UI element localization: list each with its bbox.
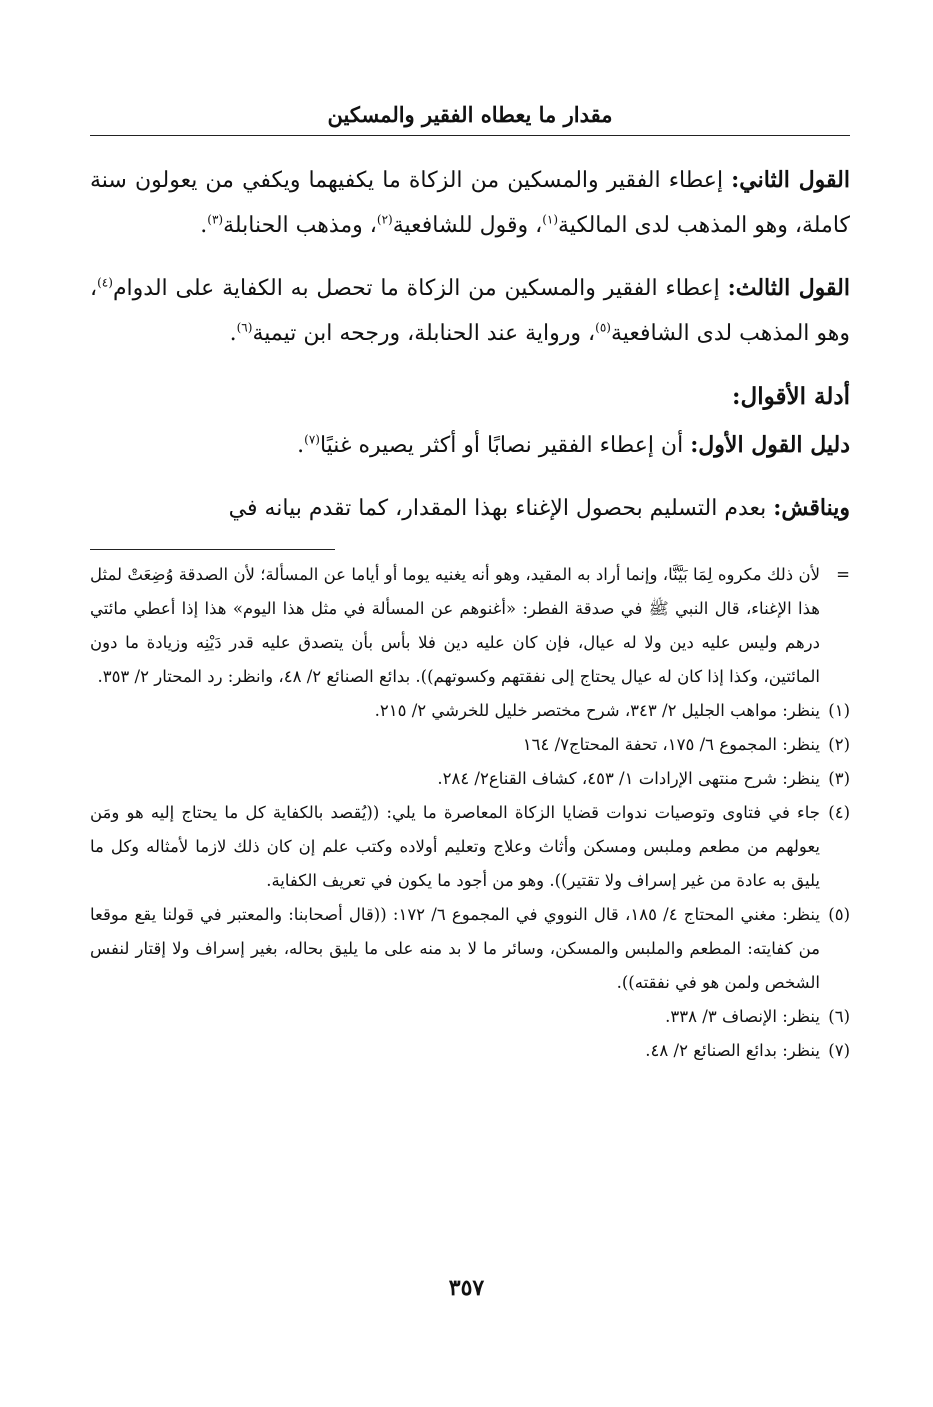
page-number: ٣٥٧ (448, 1275, 485, 1301)
footnote-number: (٣) (828, 769, 850, 788)
first-evidence-text: أن إعطاء الفقير نصابًا أو أكثر يصيره غنيًا (319, 433, 691, 458)
footnote-6 (90, 1000, 850, 1034)
running-head: مقدار ما يعطاه الفقير والمسكين (90, 101, 850, 136)
footnotes (90, 558, 850, 1068)
footnote-3 (90, 762, 850, 796)
footnote-number: (٥) (828, 905, 850, 924)
footnote-continuation-text: لأن ذلك مكروه لِمَا بَيَّنَّا، وإنما أراد به المقيد، وهو أنه يغنيه يوما أو أياما عن المسألة؛ لأن الصدقة وُضِعَتْ لمثل هذا الإغناء، قال النبي ﷺ في صدقة الفطر: «أغنوهم عن المسألة في مثل هذا اليوم» هذا إذا أعطي مائتي درهم وليس عليه دين ولا له عيال، فإن كان عليه دين فلا بأس بأن يتصدق عليه قدر دَيْنِه وزيادة ما دون المائتين، وكذا إذا كان له عيال يحتاج إلى نفقتهم وكسوتهم)). بدائع الصنائع ٢/ ٤٨، وانظر: رد المحتار ٢/ ٣٥٣. (90, 565, 820, 686)
main-text (90, 158, 850, 531)
second-opinion-label: القول الثاني: (731, 167, 850, 193)
footnote-number: (٤) (828, 803, 850, 822)
footnote-number: (٦) (828, 1007, 850, 1026)
continuation-mark: = (836, 565, 850, 584)
footnote-ref-5[interactable]: (٥) (595, 320, 611, 335)
footnote-text: ينظر: مغني المحتاج ٤/ ١٨٥، قال النووي في المجموع ٦/ ١٧٢: ((قال أصحابنا: والمعتبر في قولنا يقع موقعا من كفايته: المطعم والملبس والمسكن، وسائر ما لا بد منه على ما يليق بحاله، بغير إسراف ولا إقتار لنفس الشخص ولمن هو في نفقته)). (90, 905, 820, 992)
footnote-1 (90, 694, 850, 728)
footnote-ref-7[interactable]: (٧) (304, 432, 320, 447)
footnote-text: ينظر: الإنصاف ٣/ ٣٣٨. (665, 1007, 820, 1026)
page (90, 95, 850, 1068)
footnote-text: ينظر: بدائع الصنائع ٢/ ٤٨. (645, 1041, 820, 1060)
first-evidence-end: . (297, 433, 305, 458)
discussion-label: ويناقش: (773, 495, 850, 521)
footnote-ref-4[interactable]: (٤) (97, 275, 113, 290)
discussion-text: بعدم التسليم بحصول الإغناء بهذا المقدار، كما تقدم بيانه في (228, 496, 774, 521)
third-opinion-text-a: إعطاء الفقير والمسكين من الزكاة ما تحصل به الكفاية على الدوام (112, 276, 728, 301)
footnote-number: (١) (828, 701, 850, 720)
footnote-text: ينظر: المجموع ٦/ ١٧٥، تحفة المحتاج٧/ ١٦٤ (522, 735, 820, 754)
third-opinion-end: . (229, 321, 237, 346)
first-evidence-label: دليل القول الأول: (690, 432, 850, 458)
second-opinion-text-a: إعطاء الفقير والمسكين من الزكاة ما يكفيهما ويكفي من يعولون سنة كاملة، وهو المذهب لدى المالكية (90, 168, 850, 238)
footnote-2 (90, 728, 850, 762)
footnote-separator (90, 549, 335, 550)
third-opinion-text-b: ، وهو المذهب لدى الشافعية (90, 276, 850, 346)
footnote-text: ينظر: مواهب الجليل ٢/ ٣٤٣، شرح مختصر خليل للخرشي ٢/ ٢١٥. (374, 701, 820, 720)
footnote-continuation (90, 558, 850, 694)
footnote-text: جاء في فتاوى وتوصيات ندوات قضايا الزكاة المعاصرة ما يلي: ((يُقصد بالكفاية كل ما يحتاج إليه هو ومَن يعولهم من مطعم وملبس ومسكن وأثاث وعلاج وتعليم أولاده وكتب علم إن كان ذلك لازما لأمثاله وكل ما يليق به عادة من غير إسراف ولا تقتير)). وهو من أجود ما يكون في تعريف الكفاية. (90, 803, 820, 890)
paragraph-first-evidence (90, 423, 850, 468)
footnote-text: ينظر: شرح منتهى الإرادات ١/ ٤٥٣، كشاف القناع٢/ ٢٨٤. (437, 769, 820, 788)
section-heading: أدلة الأقوال: (732, 383, 850, 410)
footnote-ref-6[interactable]: (٦) (236, 320, 253, 335)
third-opinion-label: القول الثالث: (727, 275, 850, 301)
third-opinion-text-c: ، ورواية عند الحنابلة، ورجحه ابن تيمية (252, 321, 596, 346)
footnote-number: (٢) (828, 735, 850, 754)
footnote-ref-2[interactable]: (٢) (376, 212, 393, 227)
footnote-4 (90, 796, 850, 898)
footnote-ref-3[interactable]: (٣) (207, 212, 224, 227)
footnote-7 (90, 1034, 850, 1068)
paragraph-second-opinion (90, 158, 850, 248)
paragraph-third-opinion (90, 266, 850, 356)
footnote-ref-1[interactable]: (١) (542, 212, 559, 227)
second-opinion-text-c: ، ومذهب الحنابلة (223, 213, 377, 238)
second-opinion-text-b: ، وقول للشافعية (392, 213, 543, 238)
footnote-number: (٧) (828, 1041, 850, 1060)
footnote-5 (90, 898, 850, 1000)
second-opinion-end: . (200, 213, 208, 238)
paragraph-discussion (90, 486, 850, 531)
